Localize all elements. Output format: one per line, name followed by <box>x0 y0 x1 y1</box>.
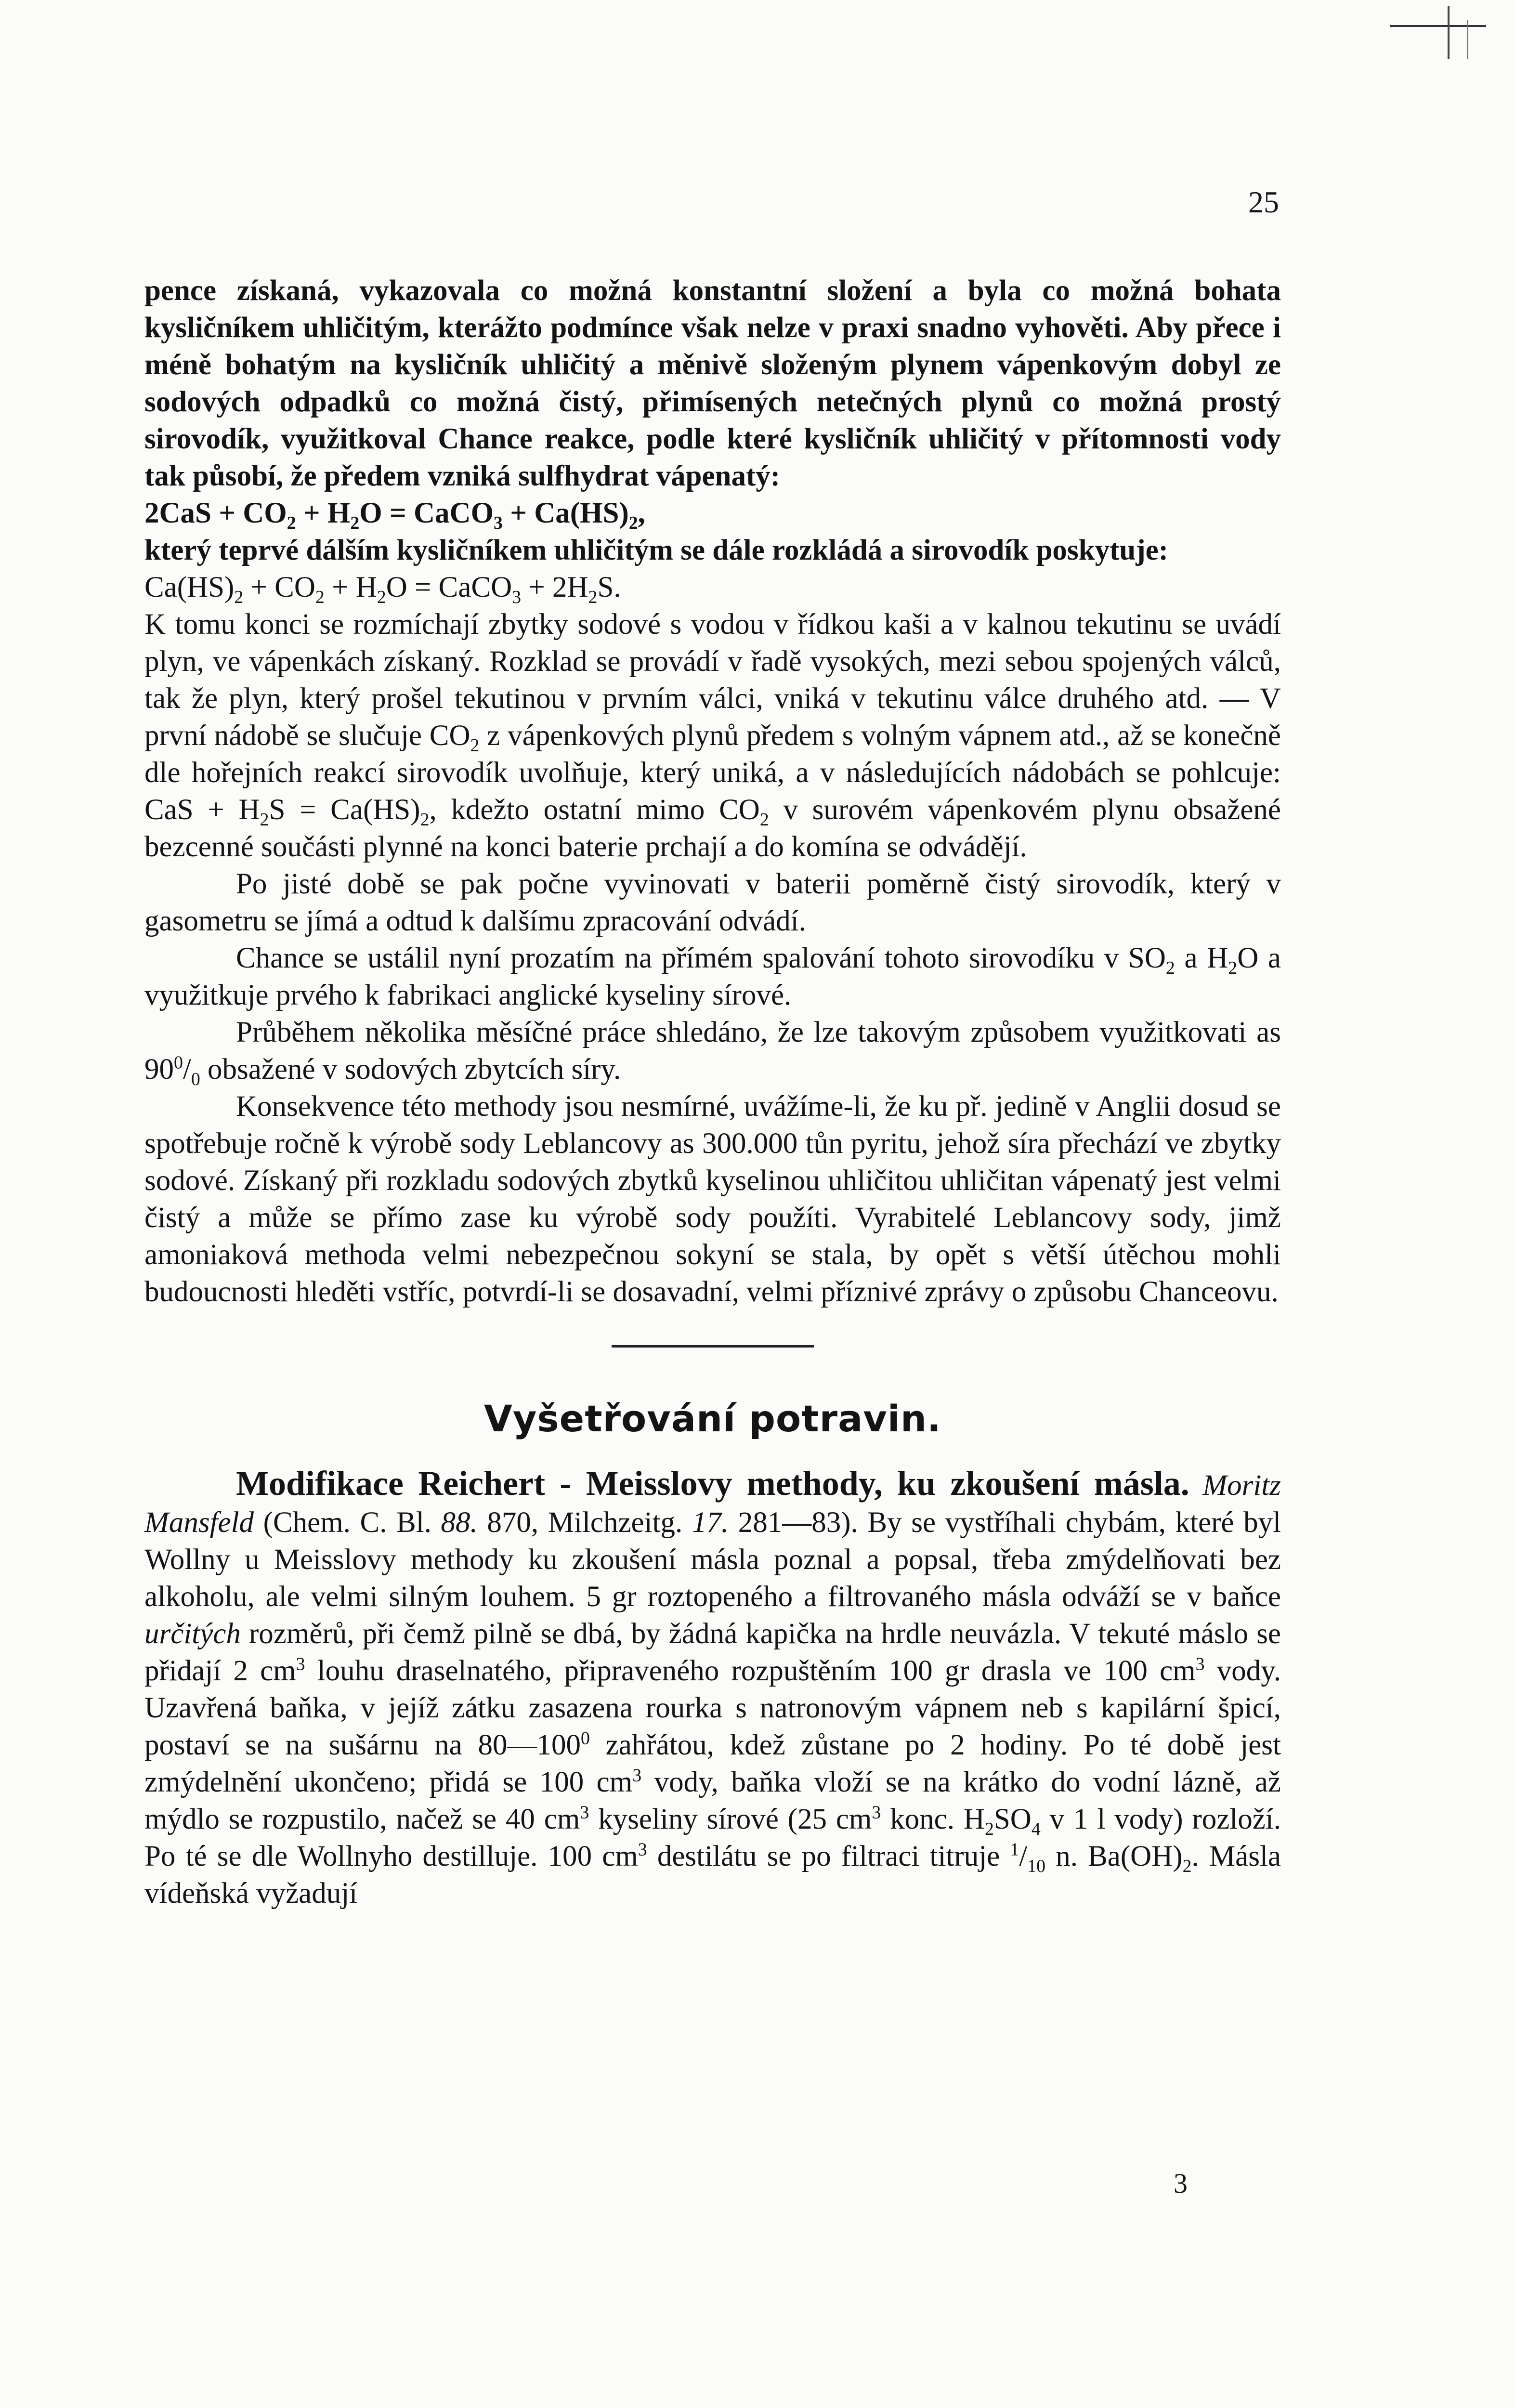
paragraph-intro: pence získaná, vykazovala co možná konstantní složení a byla co možná bohata kysličníkem uhličitým, kterážto podmínce však nelze v praxi snadno vyhověti. Aby přece i méně bohatým na kysličník uhličitý a měnivě složeným plynem vápenkovým dobyl ze sodových odpadků co možná čistý, přimísených netečných plynů co možná prostý sirovodík, využitkoval Chance reakce, podle které kysličník uhličitý v přítomnosti vody tak působí, že předem vzniká sulfhydrat vápenatý: <box>144 275 1281 492</box>
page-content <box>144 272 1281 1912</box>
paragraph-battery: Po jisté době se pak počne vyvinovati v baterii poměrně čistý sirovodík, který v gasometru se jímá a odtud k dalšímu zpracování odvádí. <box>144 868 1281 937</box>
paragraph-consequences: Konsekvence této methody jsou nesmírné, uvážíme-li, že ku př. jedině v Anglii dosud se spotřebuje ročně k výrobě sody Leblancovy as 300.000 tůn pyritu, jehož síra přechází ve zbytky sodové. Získaný při rozkladu sodových zbytků kyselinou uhličitou uhličitan vápenatý jest velmi čistý a může se přímo zase ku výrobě sody použíti. Vyrabitelé Leblancovy sody, jimž amoniaková methoda velmi nebezpečnou sokyní se stala, by opět s větší útěchou mohli budoucnosti hleděti vstříc, potvrdí-li se dosavadní, velmi příznivé zprávy o způsobu Chanceovu. <box>144 1090 1281 1308</box>
article-title: Modifikace Reichert - Meisslovy methody, ku zkoušení másla. <box>236 1464 1189 1503</box>
section-divider <box>612 1345 814 1348</box>
formula-1: $2CaS + CO_2 + H_2O$ = CaCO$_3$ + $Ca(HS)_2$, <box>144 497 645 534</box>
paragraph-process: K tomu konci se rozmíchají zbytky sodové s vodou v řídkou kaši a v kalnou tekutinu se uvádí plyn, ve vápenkách získaný. Rozklad se provádí v řadě vysokých, mezi sebou spojených válců, tak že plyn, který prošel tekutinou v prvním válci, vniká v tekutinu válce druhého atd. — V první nádobě se slučuje $CO_2$ z vápenkových plynů předem s volným vápnem atd., až se konečně dle hořejních reakcí sirovodík uvolňuje, který uniká, a v následujících nádobách se pohlcuje: CaS + $H_2S = Ca(HS)_2$, kdežto ostatní mimo $CO_2$ v surovém vápenkovém plynu obsažené bezcenné součásti plynné na konci baterie prchají a do komína se odvádějí. <box>144 608 1281 863</box>
article-paragraph: Modifikace Reichert - Meisslovy methody, ku zkoušení másla. Moritz Mansfeld (Chem. C. Bl. 88. 870, Milchzeitg. 17. 281—83). By se vystříhali chybám, které byl Wollny u Meisslovy methody ku zkoušení másla poznal a popsal, třeba zmýdelňovati bez alkoholu, ale velmi silným louhem. 5 gr roztopeného a filtrovaného másla odváží se v baňce určitých rozměrů, při čemž pilně se dbá, by žádná kapička na hrdle neuvázla. V tekuté máslo se přidají 2 $cm^3$ louhu draselnatého, připraveného rozpuštěním 100 gr drasla ve 100 $cm^3$ vody. Uzavřená baňka, v jejíž zátku zasazena rourka s natronovým vápnem neb s kapilární špicí, postaví se na sušárnu na $80—100^0$ zahřátou, kdež zůstane po 2 hodiny. Po té době jest zmýdelnění ukončeno; přidá se 100 $cm^3$ vody, baňka vloží se na krátko do vodní lázně, až mýdlo se rozpustilo, načež se 40 $cm^3$ kyseliny sírové (25 $cm^3$ konc. $H_2SO_4$ v 1 l vody) rozloží. Po té se dle Wollnyho destilluje. 100 $cm^3$ destilátu se po filtraci titruje $^1/_{10}$ n. $Ba(OH)_2$. Másla vídeňská vyžadují <box>144 1464 1281 1910</box>
formula-2: $Ca(HS)_2 + CO_2 + H_2O$ = CaCO$_3$ + $2H_2S$. <box>144 571 621 608</box>
page-number: 25 <box>1248 185 1279 219</box>
printer-signature: 3 <box>1174 2168 1188 2199</box>
paragraph-chance: Chance se ustálil nyní prozatím na přímém spalování tohoto sirovodíku v $SO_2$ a $H_2O$ a využitkuje prvého k fabrikaci anglické kyseliny sírové. <box>144 942 1281 1011</box>
section-heading: Vyšetřování potravin. <box>484 1397 941 1440</box>
article-author: Moritz Mansfeld <box>144 1469 1281 1539</box>
paragraph-reaction-note: který teprvé dálším kysličníkem uhličitým se dále rozkládá a sirovodík poskytuje: <box>144 534 1169 566</box>
paragraph-yield: Průběhem několika měsíčné práce shledáno, že lze takovým způsobem využitkovati as $90^0/_0$ obsažené v sodových zbytcích síry. <box>144 1016 1281 1090</box>
scan-crop-mark <box>1390 6 1486 64</box>
